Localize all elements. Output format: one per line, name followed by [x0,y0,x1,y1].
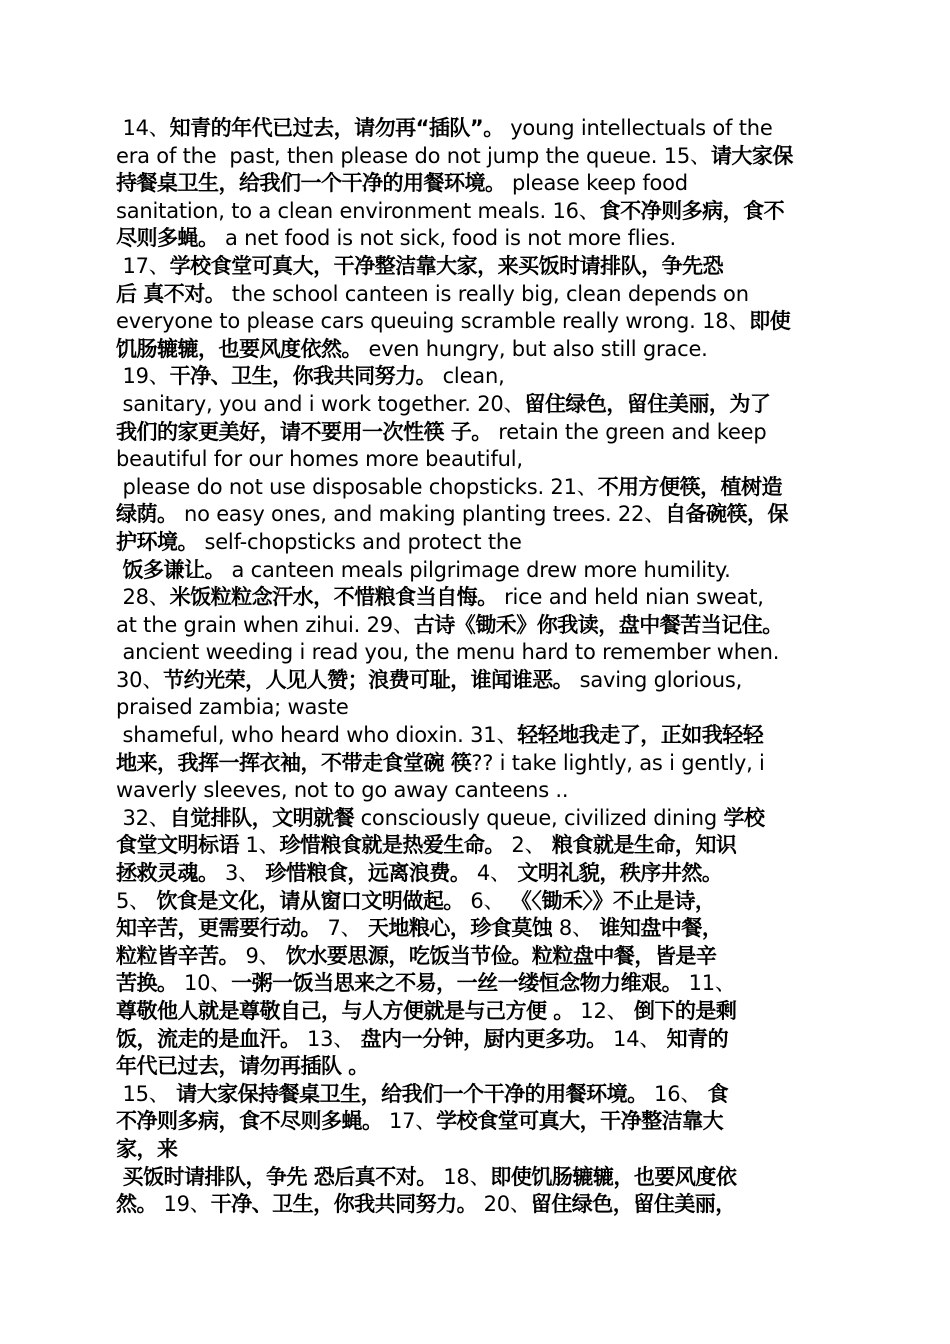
text-line [116,1108,838,1136]
text-line [116,1081,838,1109]
english-text-segment: 16、 [647,1081,708,1106]
english-text-segment: beautiful for our homes more beautiful, [116,447,523,472]
chinese-text-segment: 《〈锄禾〉》不止是诗， [510,888,716,913]
text-line [116,253,838,281]
text-line [116,970,838,998]
chinese-text-segment: 买饭时请排队，争先 恐后真不对。 [122,1164,437,1189]
english-text-segment: 11、 [682,971,736,996]
text-line [116,143,838,171]
chinese-text-segment: 知青的 [666,1026,729,1051]
chinese-text-segment: 学校食堂可真大，干净整洁靠大 [436,1109,724,1134]
english-text-segment: 28、 [116,585,170,610]
english-text-segment: sanitation, to a clean environment meals. 16、 [116,198,600,223]
document-page [116,115,838,1219]
english-text-segment: ancient weeding i read you, the menu hard to remember when. [116,640,780,665]
chinese-text-segment: 天地粮心，珍食莫蚀 [367,916,553,941]
english-text-segment: clean, [436,364,505,389]
english-text-segment: please keep food [505,171,688,196]
text-line [116,198,838,226]
english-text-segment: 2、 [504,833,552,858]
chinese-text-segment: 尽则多蝇。 [116,226,219,251]
text-line [116,805,838,833]
english-text-segment: please do not use disposable chopsticks. 21、 [116,474,598,499]
english-text-segment: 7、 [321,916,368,941]
chinese-text-segment: 干净、卫生，你我共同努力。 [210,1192,478,1217]
chinese-text-segment: 粒粒皆辛苦。 [116,943,239,968]
chinese-text-segment: 苦换。 [116,971,178,996]
text-line [116,943,838,971]
chinese-text-segment: 留住绿色，留住美丽，为了 [524,391,771,416]
english-text-segment: 18、 [436,1164,491,1189]
text-line [116,557,838,585]
text-line [116,915,838,943]
text-line [116,888,838,916]
chinese-text-segment: 护环境。 [116,529,198,554]
text-line [116,832,838,860]
text-line [116,501,838,529]
chinese-text-segment: 干净、卫生，你我共同努力。 [169,364,437,389]
chinese-text-segment: 食 [707,1081,729,1106]
english-text-segment: even hungry, but also still grace. [362,336,708,361]
chinese-text-segment: 学校食堂可真大，干净整洁靠大家，来买饭时请排队，争先恐 [169,253,724,278]
chinese-text-segment: 不净则多病，食不尽则多蝇。 [116,1109,383,1134]
chinese-text-segment: 轻轻地我走了，正如我轻轻 [517,723,764,748]
text-line [116,474,838,502]
chinese-text-segment: 学校 [723,805,765,830]
english-text-segment: 32、 [116,805,170,830]
text-line [116,639,838,667]
chinese-text-segment: 留住绿色，留住美丽， [530,1192,736,1217]
text-line [116,170,838,198]
chinese-text-segment: 自备碗筷，保 [665,502,789,527]
chinese-text-segment: 年代已过去，请勿再插队 。 [116,1054,369,1079]
text-line [116,750,838,778]
english-text-segment: the school canteen is really big, clean depends on [225,281,749,306]
english-text-segment: 14、 [606,1026,667,1051]
chinese-text-segment: 尊敬他人就是尊敬自己，与人方便就是与己方便 。 [116,999,574,1023]
english-text-segment: 19、 [116,364,170,389]
chinese-text-segment: 粮食就是生命，知识 [551,833,737,858]
chinese-text-segment: 知辛苦，更需要行动。 [116,916,321,941]
chinese-text-segment: 拯救灵魂。 [116,861,219,886]
english-text-segment: 9、 [239,943,286,968]
chinese-text-segment: 不用方便筷，植树造 [597,474,783,499]
chinese-text-segment: 食堂文明标语 [116,833,239,858]
english-text-segment: 17、 [116,253,170,278]
text-line [116,419,838,447]
english-text-segment: retain the green and keep [491,419,767,444]
text-line [116,860,838,888]
chinese-text-segment: 请大家保持餐桌卫生，给我们一个干净的用餐环境。 [176,1081,648,1106]
english-text-segment: sanitary, you and i work together. 20、 [116,391,525,416]
english-text-segment: 17、 [382,1109,437,1134]
text-line [116,667,838,695]
text-line [116,1136,838,1164]
english-text-segment: era of the past, then please do not jump the queue. 15、 [116,143,711,168]
english-text-segment: a canteen meals pilgrimage drew more humility. [224,557,731,582]
chinese-text-segment: 家，来 [116,1136,178,1161]
chinese-text-segment: 饮水要思源，吃饭当节俭。粒粒盘中餐，皆是辛 [285,943,717,968]
chinese-text-segment: 请大家保 [710,143,793,168]
english-text-segment: no easy ones, and making planting trees. 22、 [177,502,666,527]
chinese-text-segment: 地来，我挥一挥衣袖，不带走食堂碗 筷 [116,750,472,775]
english-text-segment: saving glorious, [573,667,743,692]
english-text-segment: 4、 [470,861,518,886]
english-text-segment: at the grain when zihui. 29、 [116,612,414,637]
text-line [116,225,838,253]
text-line [116,281,838,309]
english-text-segment: 14、 [116,116,170,140]
english-text-segment: 15、 [116,1081,177,1106]
text-line [116,722,838,750]
chinese-text-segment: 盘内一分钟，厨内更多功。 [360,1026,607,1051]
text-line [116,1164,838,1192]
text-line [116,391,838,419]
chinese-text-segment: 古诗《锄禾》你我读，盘中餐苦当记住。 [413,612,783,637]
english-text-segment: self-chopsticks and protect the [198,529,522,554]
text-line [116,336,838,364]
chinese-text-segment: 我们的家更美好，请不要用一次性筷 子。 [116,419,492,444]
english-text-segment: 12、 [573,999,634,1023]
english-text-segment: praised zambia; waste [116,695,349,720]
chinese-text-segment: 一粥一饭当思来之不易，一丝一缕恒念物力维艰。 [231,971,683,996]
english-text-segment: 3、 [218,861,266,886]
text-line [116,529,838,557]
english-text-segment: 5、 [116,888,157,913]
english-text-segment: shameful, who heard who dioxin. 31、 [116,723,518,748]
text-line [116,1026,838,1054]
text-line [116,446,838,474]
english-text-segment: consciously queue, civilized dining [354,805,724,830]
english-text-segment: a net food is not sick, food is not more flies. [218,226,676,251]
chinese-text-segment: 即使 [749,309,791,334]
text-line [116,998,838,1026]
chinese-text-segment: 然。 [116,1192,157,1217]
chinese-text-segment: 饭多谦让。 [122,557,225,582]
text-line [116,612,838,640]
text-line [116,115,838,143]
chinese-text-segment: 饥肠辘辘，也要风度依然。 [116,336,362,361]
english-text-segment: 6、 [463,888,511,913]
chinese-text-segment: 米饭粒粒念汗水，不惜粮食当自悔。 [169,585,498,610]
chinese-text-segment: 饮食是文化，请从窗口文明做起。 [156,888,464,913]
chinese-text-segment: 谁知盘中餐， [599,916,723,941]
chinese-text-segment: 节约光荣，人见人赞；浪费可耻，谁闻谁恶。 [163,667,574,692]
english-text-segment: young intellectuals of the [503,116,773,140]
english-text-segment: 13、 [300,1026,361,1051]
english-text-segment: 19、 [157,1192,211,1217]
text-line [116,1191,838,1219]
english-text-segment: everyone to please cars queuing scramble really wrong. 18、 [116,309,750,334]
chinese-text-segment: 文明礼貌，秩序井然。 [517,861,723,886]
text-line [116,308,838,336]
text-line [116,363,838,391]
chinese-text-segment: 即使饥肠辘辘，也要风度依 [490,1164,737,1189]
text-line [116,584,838,612]
text-line [116,694,838,722]
chinese-text-segment: 知青的年代已过去，请勿再“插队”。 [169,116,504,140]
chinese-text-segment: 持餐桌卫生，给我们一个干净的用餐环境。 [116,171,506,196]
chinese-text-segment: 珍惜粮食就是热爱生命。 [279,833,505,858]
chinese-text-segment: 珍惜粮食，远离浪费。 [265,861,471,886]
english-text-segment: 8、 [552,916,600,941]
chinese-text-segment: 自觉排队，文明就餐 [169,805,355,830]
english-text-segment: rice and held nian sweat, [497,585,764,610]
chinese-text-segment: 绿荫。 [116,502,178,527]
chinese-text-segment: 倒下的是剩 [633,999,737,1023]
english-text-segment: ?? i take lightly, as i gently, i [471,750,765,775]
english-text-segment: 10、 [177,971,232,996]
english-text-segment: 30、 [116,667,164,692]
text-line [116,1053,838,1081]
chinese-text-segment: 食不净则多病，食不 [599,198,785,223]
chinese-text-segment: 后 真不对。 [116,281,226,306]
english-text-segment: 20、 [477,1192,531,1217]
chinese-text-segment: 饭，流走的是血汗。 [116,1026,301,1051]
english-text-segment: 1、 [239,833,280,858]
text-line [116,777,838,805]
english-text-segment: waverly sleeves, not to go away canteens .. [116,778,569,803]
